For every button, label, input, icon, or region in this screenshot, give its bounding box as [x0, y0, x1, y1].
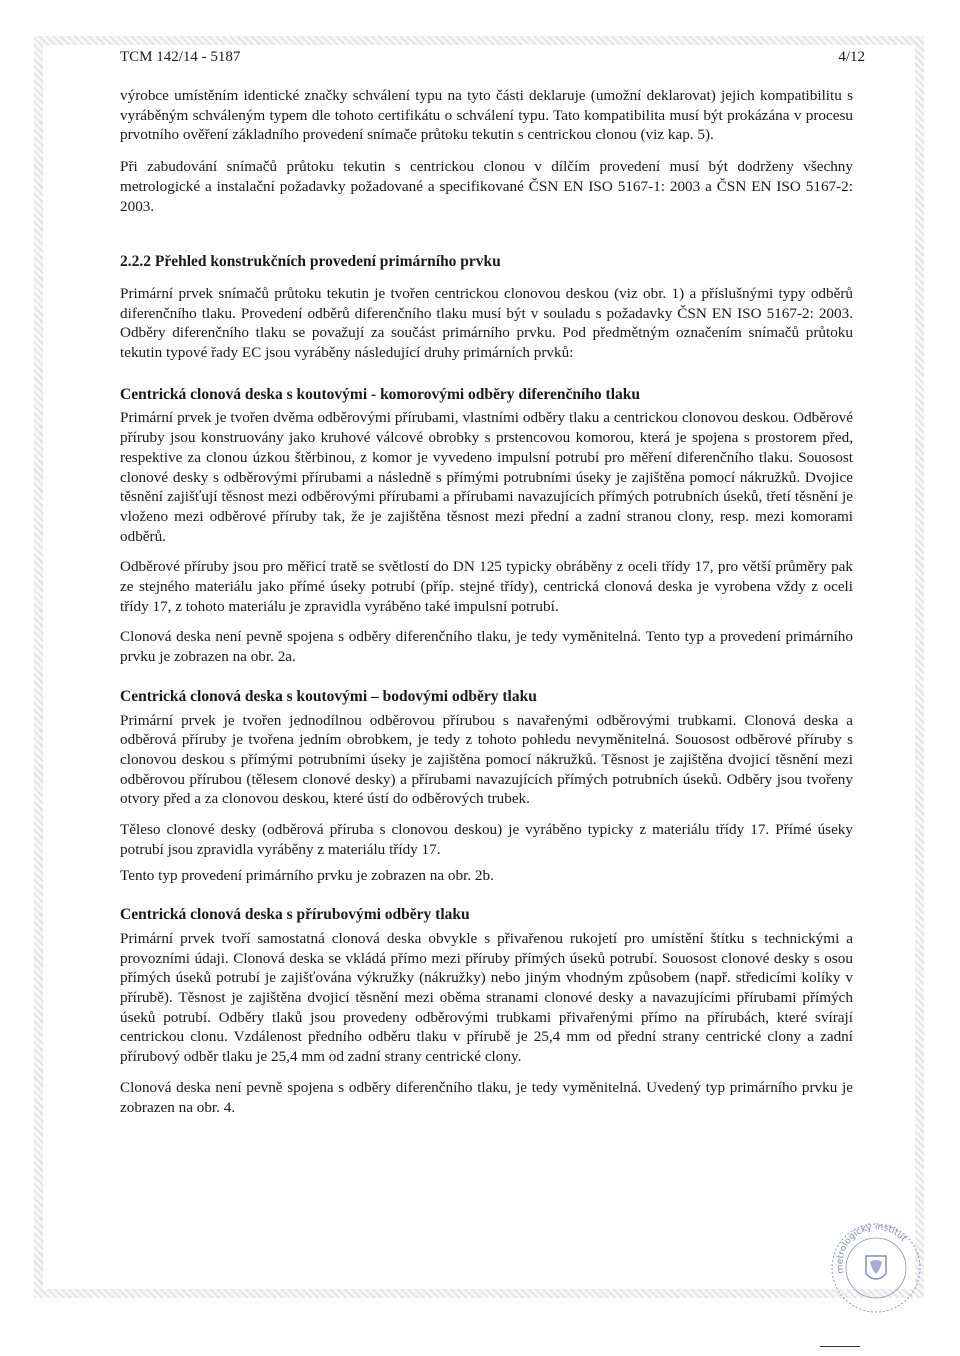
institute-stamp-icon — [826, 1218, 926, 1318]
subsection-heading-point: Centrická clonová deska s koutovými – bodovými odběry tlaku — [120, 687, 537, 705]
svg-text:metrologický institut: metrologický institut — [835, 1222, 909, 1275]
document-id: TCM 142/14 - 5187 — [120, 49, 241, 65]
page-number: 4/12 — [838, 49, 865, 65]
paragraph-compatibility: výrobce umístěním identické značky schválení typu na tyto části deklaruje (umožní deklarovat) jejich kompatibilitu s vyráběným schváleným typem dle tohoto certifikátu o schválení typu. Tato kompatibilita musí být prokázána v procesu prvotního ověření základního provedení snímače průtoku tekutin s centrickou clonou (viz kap. 5). — [120, 87, 853, 144]
paragraph-installation: Při zabudování snímačů průtoku tekutin s centrickou clonou v dílčím provedení musí být dodrženy všechny metrologické a instalační požadavky požadované a specifikované ČSN EN ISO 5167-1: 2003 a ČSN EN ISO 5167-2: 2003. — [120, 158, 853, 215]
subsection-chamber-paragraph: Odběrové příruby jsou pro měřicí tratě se světlostí do DN 125 typicky obráběny z oceli třídy 17, pro větší průměry pak ze stejného materiálu jako přímé úseky potrubí (příp. stejné třídy), centrická clonová deska je vyrobena vždy z oceli třídy 17, z tohoto materiálu je zpravidla vyráběno také impulsní potrubí. — [120, 558, 853, 615]
subsection-flange-paragraph: Clonová deska není pevně spojena s odběry diferenčního tlaku, je tedy vyměnitelná. Uvedený typ primárního prvku je zobrazen na obr. 4. — [120, 1078, 853, 1116]
subsection-chamber-paragraph: Clonová deska není pevně spojena s odběry diferenčního tlaku, je tedy vyměnitelná. Tento typ a provedení primárního prvku je zobrazen na obr. 2a. — [120, 628, 853, 666]
page-body — [120, 86, 853, 1117]
section-intro: Primární prvek snímačů průtoku tekutin je tvořen centrickou clonovou deskou (viz obr. 1) a příslušnými typy odběrů diferenčního tlaku. Provedení odběrů diferenčního tlaku musí být v souladu s požadavky ČSN EN ISO 5167-2: 2003. Odběry diferenčního tlaku se považují za součást primárního prvku. Pod předmětným označením snímačů průtoku tekutin typové řady EC jsou vyráběny následující druhy primárních prvků: — [120, 284, 853, 362]
subsection-heading-chamber: Centrická clonová deska s koutovými - komorovými odběry diferenčního tlaku — [120, 385, 640, 403]
subsection-point-paragraph: Těleso clonové desky (odběrová příruba s clonovou deskou) je vyráběno typicky z materiálu třídy 17. Přímé úseky potrubí jsou zpravidla vyráběny z materiálu třídy 17. — [120, 821, 853, 858]
subsection-point-paragraph: Primární prvek je tvořen jednodílnou odběrovou přírubou s navařenými odběrovými trubkami. Clonová deska a odběrová příruby je tvořena jedním obrobkem, je tedy z tohoto pohledu nevyměnitelná. Souosost odběrové příruby s clonovou deskou s přímými potrubními úseky je zajištěna pomocí nákružků. Těsnost je zajištěna dvojicí těsnění mezi odběrovou přírubou (tělesem clonové desky) a přírubami navazujících přímých potrubních úseků. Odběry jsou tvořeny otvory před a za clonovou deskou, které ústí do odběrových trubek. — [120, 711, 853, 808]
subsection-heading-flange: Centrická clonová deska s přírubovými odběry tlaku — [120, 906, 470, 924]
footer-rule — [820, 1346, 860, 1347]
subsection-chamber-paragraph: Primární prvek je tvořen dvěma odběrovými přírubami, vlastními odběry tlaku a centrickou clonovou deskou. Odběrové příruby jsou konstruovány jako kruhové válcové obrobky s prstencovou komorou, která je spojena s prostorem před, respektive za clonou úzkou štěrbinou, z komor je vyvedeno impulsní potrubí pro měření diferenčního tlaku. Souosost clonové desky s odběrovými přírubami a následně s přímými potrubními úseky je zajištěna pomocí nákružků. Dvojice těsnění zajišťují těsnost mezi odběrovými přírubami a přírubami navazujících přímých potrubních úseků, třetí těsnění je vloženo mezi odběrové příruby tak, že je zajištěna těsnost mezi přední a zadní stranou clony, resp. mezi komorami odběrů. — [120, 409, 853, 545]
subsection-point-paragraph: Tento typ provedení primárního prvku je zobrazen na obr. 2b. — [120, 866, 494, 884]
subsection-flange-paragraph: Primární prvek tvoří samostatná clonová deska obvykle s přivařenou rukojetí pro umístění štítku s technickými a provozními údaji. Clonová deska se vkládá přímo mezi příruby přímých úseků potrubí. Souosost clonové desky s osou přímých úseků potrubí je zajišťována výkružky (nákružky) nebo jiným vhodným způsobem (např. středicími kolíky v přírubě). Těsnost je zajištěna dvojicí těsnění mezi oběma stranami clonové desky a navazujícími přírubami přímých úseků potrubí. Odběry tlaků jsou provedeny odběrovými trubkami přivařenými přímo na přírubách, které svírají centrickou clonu. Vzdálenost předního odběru tlaku v přírubě je 25,4 mm od přední strany centrické clony a zadní přírubový odběr tlaku je 25,4 mm od zadní strany centrické clony. — [120, 929, 853, 1066]
section-heading: 2.2.2 Přehled konstrukčních provedení primárního prvku — [120, 253, 501, 271]
